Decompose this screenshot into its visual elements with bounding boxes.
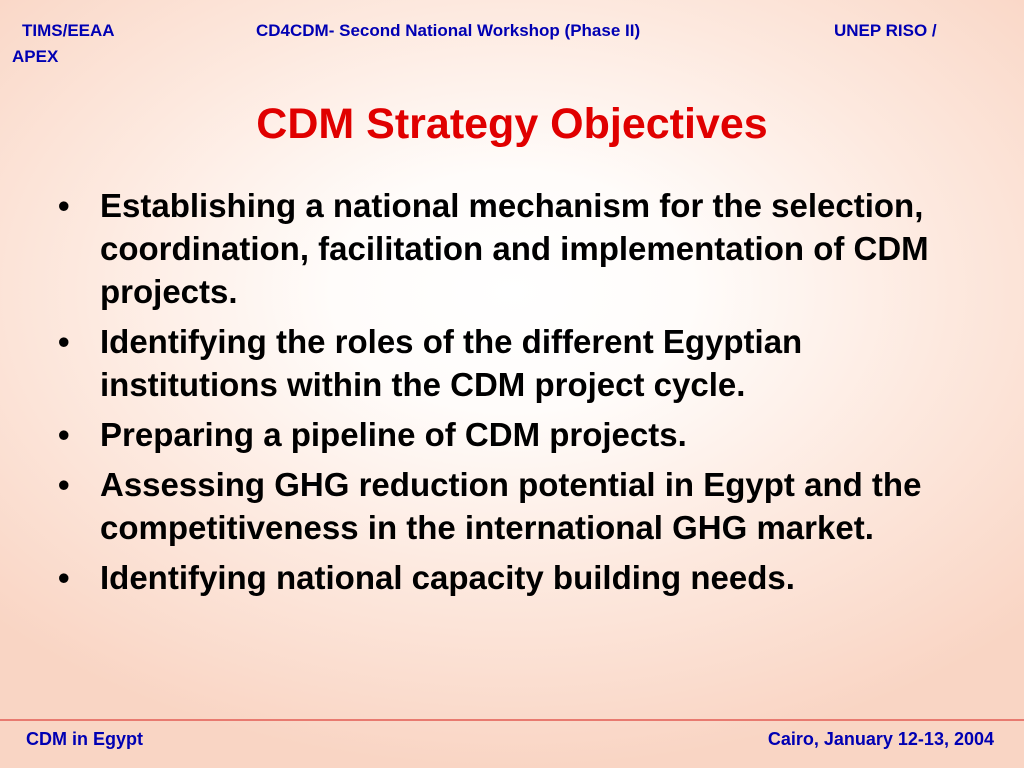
bullet-item	[58, 413, 968, 456]
header-workshop-title: CD4CDM- Second National Workshop (Phase II)	[256, 21, 641, 40]
header-partner: UNEP RISO /	[834, 21, 937, 40]
bullet-marker: •	[58, 466, 70, 503]
footer-divider	[0, 719, 1024, 721]
bullet-item	[58, 184, 968, 313]
slide-footer	[0, 726, 1024, 756]
slide-title: CDM Strategy Objectives	[256, 100, 768, 148]
bullet-marker: •	[58, 323, 70, 360]
footer-topic: CDM in Egypt	[26, 729, 143, 749]
slide-header	[0, 0, 1024, 70]
bullet-text: Preparing a pipeline of CDM projects.	[100, 416, 687, 453]
bullet-text: Assessing GHG reduction potential in Egypt and the competitiveness in the international GHG market.	[100, 466, 922, 546]
header-organization: TIMS/EEAA	[22, 21, 115, 40]
bullet-item	[58, 320, 968, 406]
footer-date-location: Cairo, January 12-13, 2004	[767, 729, 994, 749]
bullet-item	[58, 556, 968, 599]
bullet-marker: •	[58, 416, 70, 453]
header-partner-continued: APEX	[12, 47, 59, 66]
bullet-item	[58, 463, 968, 549]
bullet-list	[58, 184, 968, 606]
bullet-marker: •	[58, 559, 70, 596]
bullet-marker: •	[58, 187, 70, 224]
bullet-text: Establishing a national mechanism for the selection, coordination, facilitation and implementation of CDM projects.	[100, 187, 929, 310]
bullet-text: Identifying the roles of the different Egyptian institutions within the CDM project cycle.	[100, 323, 803, 403]
bullet-text: Identifying national capacity building needs.	[100, 559, 795, 596]
